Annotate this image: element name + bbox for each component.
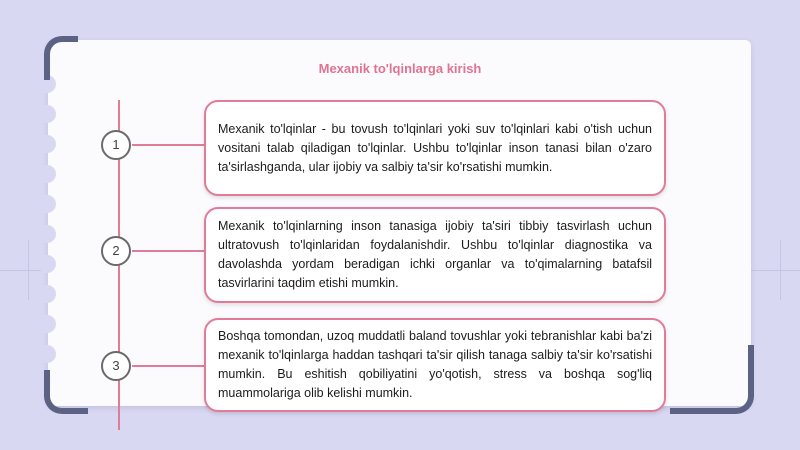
binder-ring — [38, 105, 56, 123]
frame-corner-bottom-right — [670, 345, 754, 414]
info-card-text: Mexanik to'lqinlarning inson tanasiga ijobiy ta'siri tibbiy tasvirlash uchun ultratovush to'lqinlaridan foydalanishdir. Ushbu to'lqinlar diagnostika va davolashda yordam beradigan ichki organlar va to'qimalarning batafsil tasvirlarini taqdim etishi mumkin. — [218, 219, 652, 290]
timeline-connector — [132, 250, 204, 252]
binder-ring — [38, 225, 56, 243]
timeline-connector — [132, 144, 204, 146]
step-number-1: 1 — [101, 130, 131, 160]
frame-corner-bottom-left — [44, 370, 88, 414]
info-card-1 — [204, 100, 666, 196]
binder-ring — [38, 315, 56, 333]
timeline-connector — [132, 365, 204, 367]
step-number-3: 3 — [101, 351, 131, 381]
info-card-3 — [204, 318, 666, 412]
binder-ring — [38, 285, 56, 303]
binder-ring — [38, 135, 56, 153]
background-guide-tick — [780, 240, 781, 300]
info-card-text: Mexanik to'lqinlar - bu tovush to'lqinlari yoki suv to'lqinlari kabi o'tish uchun vositani talab qiladigan to'lqinlar. Ushbu to'lqinlar inson tanasi bilan o'zaro ta'sirlashganda, ular ijobiy va salbiy ta'sir ko'rsatishi mumkin. — [218, 121, 652, 174]
step-number-2: 2 — [101, 236, 131, 266]
binder-ring — [38, 165, 56, 183]
slide-title: Mexanik to'lqinlarga kirish — [318, 61, 482, 76]
background-guide-tick — [28, 240, 29, 300]
binder-ring — [38, 195, 56, 213]
info-card-text: Boshqa tomondan, uzoq muddatli baland tovushlar yoki tebranishlar kabi ba'zi mexanik to'lqinlarga haddan tashqari ta'sir qilish tanaga salbiy ta'sir ko'rsatishi mumkin. Bu eshitish qobiliyatini yo'qotish, stress va boshqa sog'liq muammolariga olib kelishi mumkin. — [218, 329, 652, 400]
binder-ring — [38, 345, 56, 363]
info-card-2 — [204, 207, 666, 303]
binder-ring — [38, 255, 56, 273]
